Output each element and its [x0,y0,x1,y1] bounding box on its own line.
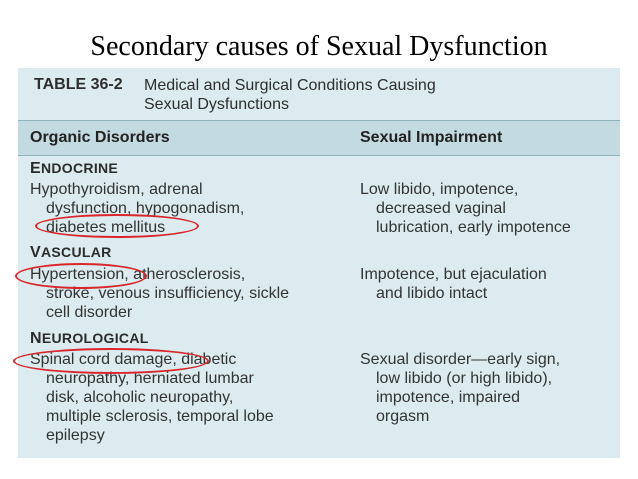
table-title [144,76,524,114]
table-cell: low libido (or high libido), [376,370,553,387]
highlight-ellipse-hypertension [15,263,147,289]
table [18,68,620,458]
table-title-line-2: Sexual Dysfunctions [144,96,289,113]
table-cell: decreased vaginal [376,200,506,217]
table-cell: epilepsy [46,427,105,444]
table-cell: neuropathy, herniated lumbar [46,370,254,387]
table-cell: and libido intact [376,285,488,302]
table-cell: Hypertension, atherosclerosis, [30,266,246,283]
table-cell: orgasm [376,408,430,425]
endocrine-impairment [360,180,571,237]
table-cell: Sexual disorder—early sign, [360,351,561,368]
table-cell: Impotence, but ejaculation [360,266,547,283]
table-cell: disk, alcoholic neuropathy, [46,389,234,406]
vascular-impairment [360,265,547,303]
section-heading-neurological: NEUROLOGICAL [30,330,149,347]
table-cell: impotence, impaired [376,389,521,406]
highlight-ellipse-spinal-cord [13,348,209,374]
section-heading-endocrine: ENDOCRINE [30,160,119,177]
section-heading-vascular: VASCULAR [30,244,112,261]
table-cell: cell disorder [46,304,133,321]
highlight-ellipse-diabetes [35,214,199,238]
column-header-sexual-impairment: Sexual Impairment [360,129,503,146]
table-cell: Low libido, impotence, [360,181,519,198]
neurological-impairment [360,350,560,426]
table-cell: lubrication, early impotence [376,219,571,236]
table-title-line-1: Medical and Surgical Conditions Causing [144,77,436,94]
table-header [18,120,620,156]
table-cell: Hypothyroidism, adrenal [30,181,203,198]
column-header-organic-disorders: Organic Disorders [30,129,170,146]
table-cell: diabetes mellitus [46,219,166,236]
table-cell: stroke, venous insufficiency, sickle [46,285,290,302]
table-number: TABLE 36-2 [34,76,123,93]
table-cell: Spinal cord damage, diabetic [30,351,237,368]
table-cell: multiple sclerosis, temporal lobe [46,408,274,425]
slide-title: Secondary causes of Sexual Dysfunction [90,31,548,62]
table-cell: dysfunction, hypogonadism, [46,200,245,217]
